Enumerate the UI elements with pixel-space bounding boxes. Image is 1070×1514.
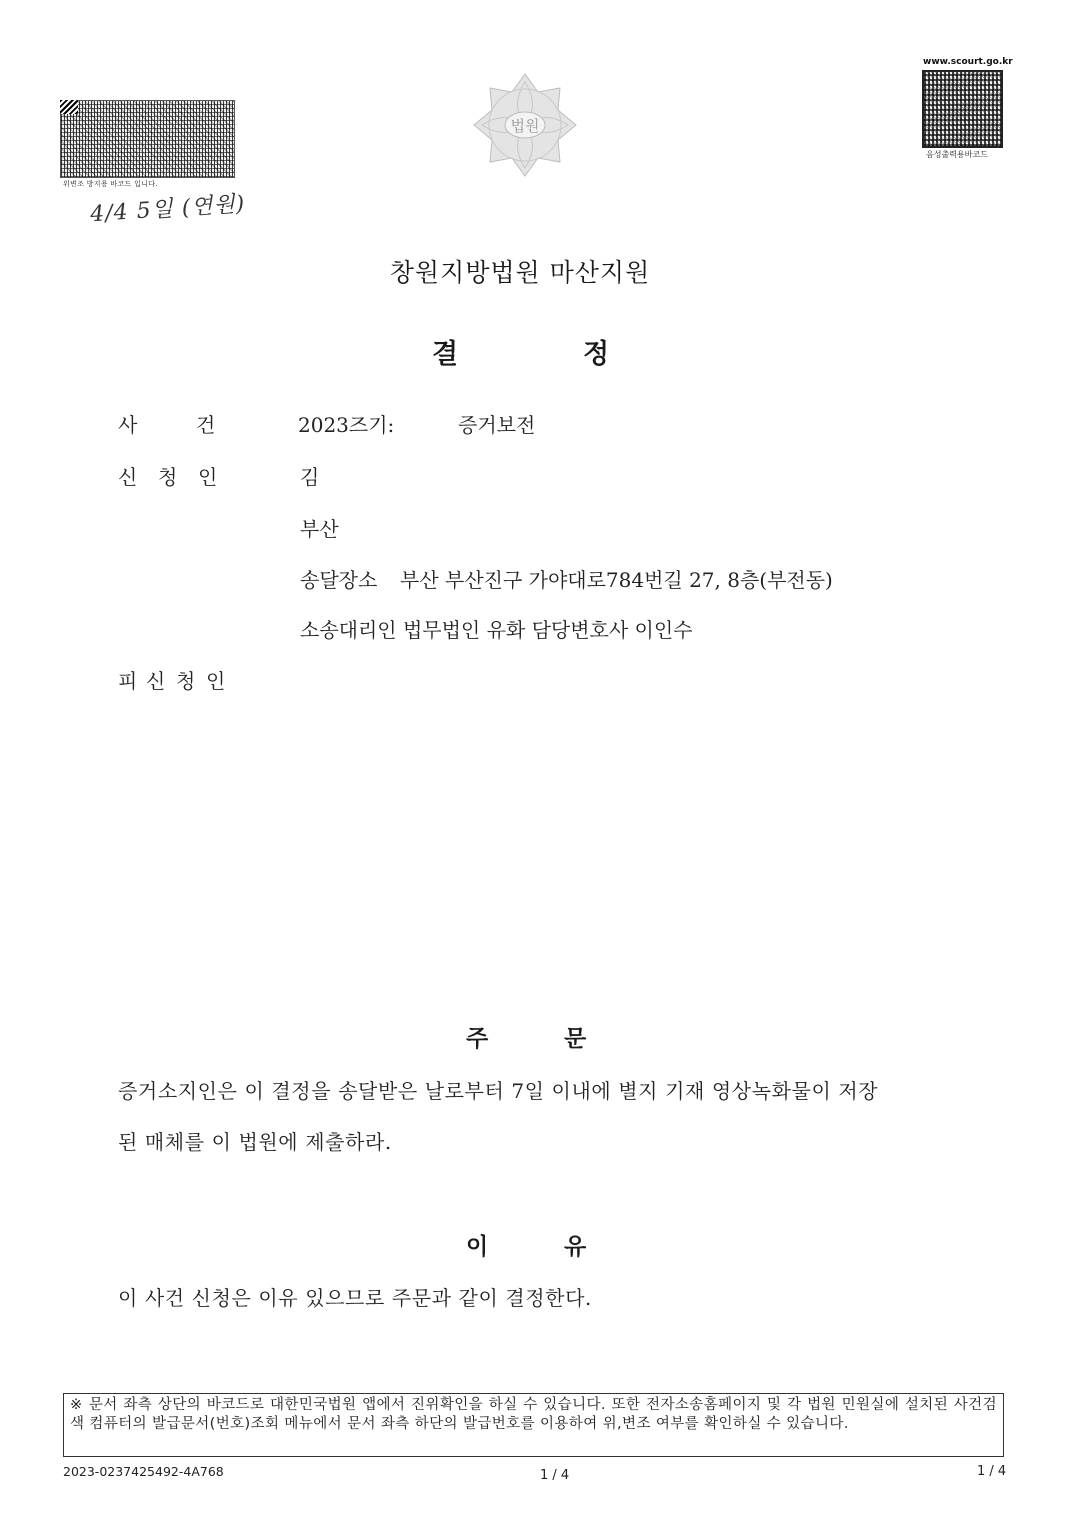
court-name: 창원지방법원 마산지원 — [389, 258, 651, 287]
doc-title-char-1: 결 — [432, 339, 459, 370]
voice-output-qr-code — [922, 70, 1003, 148]
order-text-line-2: 된 매체를 이 법원에 제출하라. — [118, 1130, 392, 1154]
reason-heading-char-2: 유 — [564, 1234, 587, 1260]
order-heading-char-2: 문 — [564, 1026, 587, 1052]
barcode-corner-mark — [60, 100, 78, 114]
applicant-name: 김 — [300, 465, 320, 489]
seal-text: 법원 — [510, 117, 540, 135]
verification-notice: ※ 문서 좌측 상단의 바코드로 대한민국법원 앱에서 진위확인을 하실 수 있습니다. 또한 전자소송홈페이지 및 각 법원 민원실에 설치된 사건검색 컴퓨터의 발급문서(번호)조회 메뉴에서 문서 좌측 하단의 발급번호를 이용하여 위,변조 여부를 확인하실 수 있습니다. — [63, 1393, 1004, 1457]
case-number: 2023즈기: — [298, 413, 395, 437]
court-seal-icon — [470, 70, 580, 180]
delivery-label: 송달장소 — [300, 568, 378, 592]
order-text-line-1: 증거소지인은 이 결정을 송달받은 날로부터 7일 이내에 별지 기재 영상녹화물이 저장 — [118, 1079, 879, 1103]
doc-title-char-2: 정 — [583, 339, 610, 370]
litigation-agent: 소송대리인 법무법인 유화 담당변호사 이인수 — [300, 618, 693, 642]
page-number-center: 1 / 4 — [540, 1468, 570, 1483]
order-heading-char-1: 주 — [466, 1026, 489, 1052]
reason-text: 이 사건 신청은 이유 있으므로 주문과 같이 결정한다. — [118, 1286, 592, 1310]
reason-heading-char-1: 이 — [466, 1234, 489, 1260]
qr-url: www.scourt.go.kr — [923, 57, 1013, 67]
security-barcode — [60, 100, 235, 178]
handwritten-note: 4/4 5일 (연원) — [89, 191, 247, 228]
barcode-caption: 위변조 방지용 바코드 입니다. — [63, 180, 158, 188]
issue-number: 2023-0237425492-4A768 — [63, 1464, 224, 1479]
qr-caption: 음성출력용바코드 — [926, 150, 988, 159]
delivery-address: 부산 부산진구 가야대로784번길 27, 8층(부전동) — [400, 568, 833, 592]
page-number-right: 1 / 4 — [977, 1464, 1007, 1479]
applicant-address: 부산 — [300, 517, 339, 541]
case-type: 증거보전 — [458, 413, 536, 437]
